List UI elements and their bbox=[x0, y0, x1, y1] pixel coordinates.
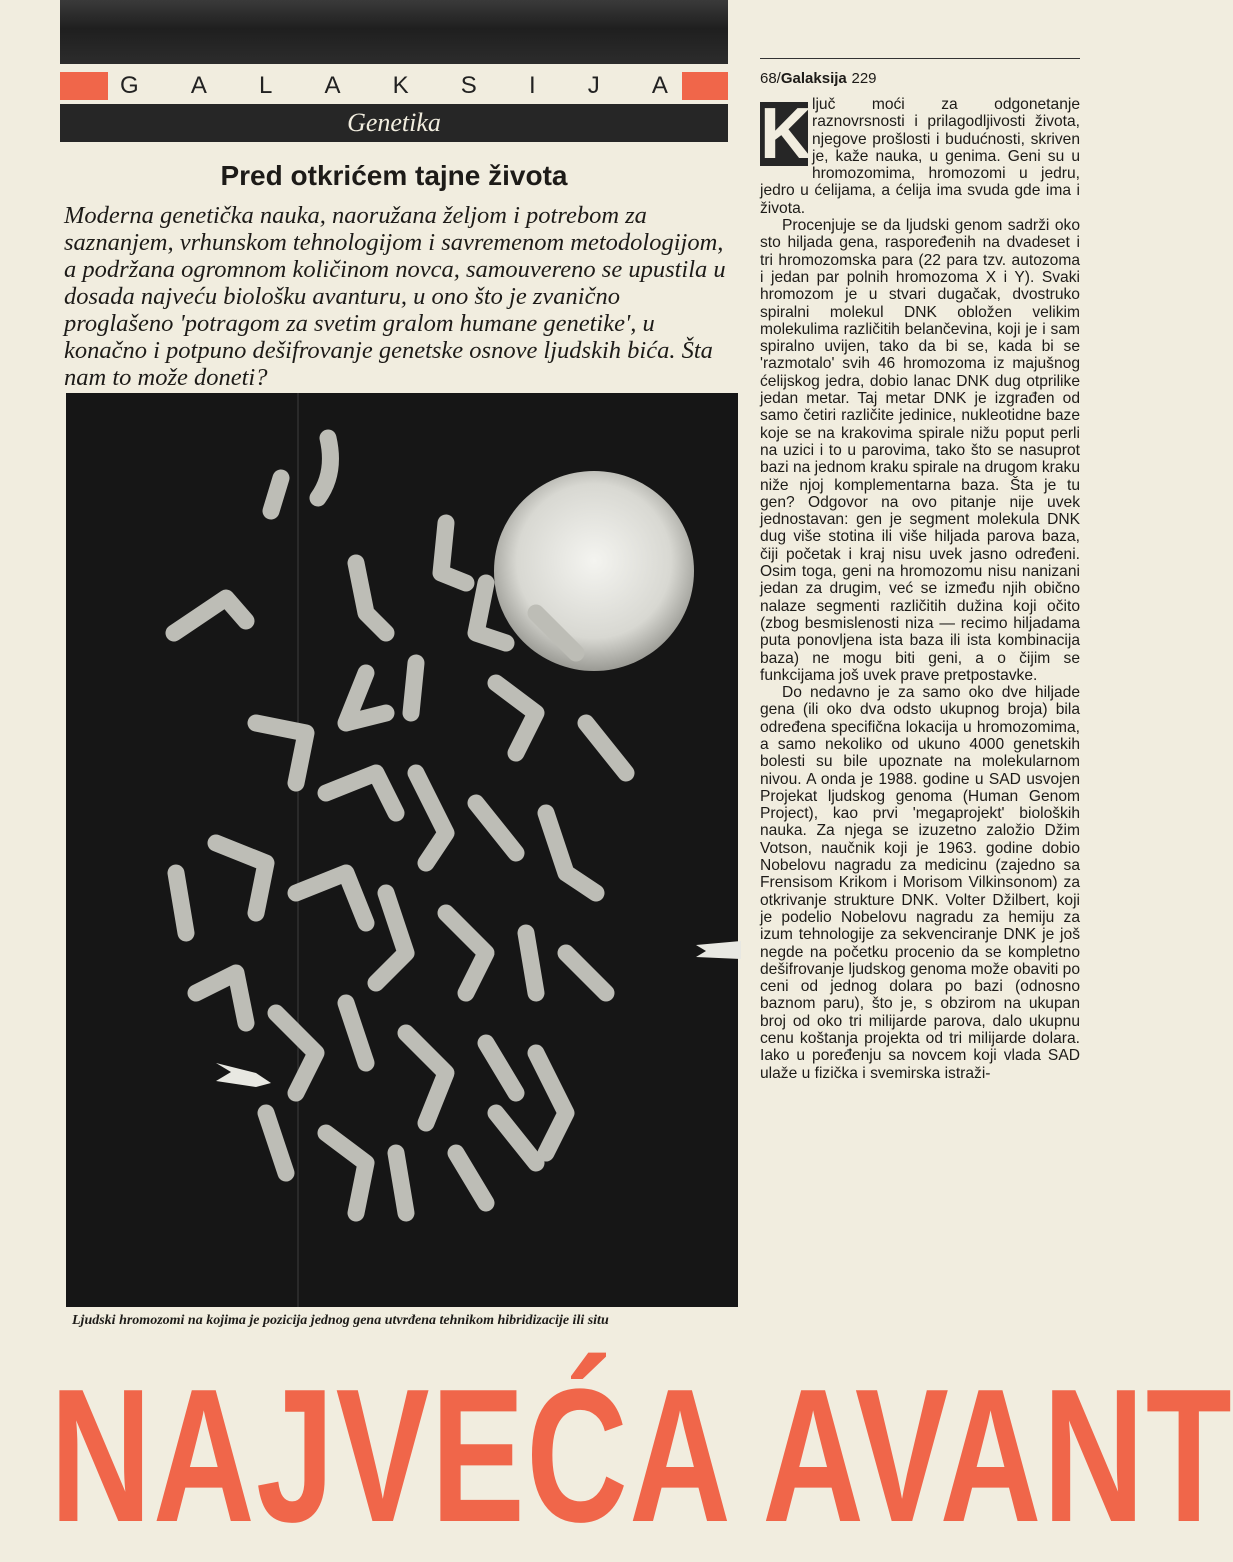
photo-caption: Ljudski hromozomi na kojima je pozicija jednog gena utvrđena tehnikom hibridizacije ili situ bbox=[72, 1313, 609, 1328]
article-headline: Pred otkrićem tajne života bbox=[220, 160, 568, 191]
masthead-letter: K bbox=[392, 72, 409, 99]
masthead-letters bbox=[120, 72, 668, 100]
paragraph: Do nedavno je za samo oko dve hiljade gena (ili oko dva odsto ukupnog broja) bila određena specifična lokacija u hromozomima, a samo nekoliko od ukuno 4000 genetskih bolesti su bile upoznate na molekularnom nivou. A onda je 1988. godine u SAD usvojen Projekat ljudskog genoma (Human Genom Project), kao prvi 'megaprojekt' bioloških nauka. Za njega se izuzetno založio Džim Votson, naučnik koji je 1963. godine dobio Nobelovu nagradu za medicinu (zajedno sa Frensisom Krikom i Morisom Vilkinsonom) za otkrivanje strukture DNK. Volter Džilbert, koji je podelio Nobelovu nagradu za hemiju za izum tehnologije za sekvenciranje DNK je još negde na početku procenio da se kompletno dešifrovanje ljudskog genoma može obaviti po ceni od jednog dolara po bazi (odnosno baznom paru), što je, s obzirom na ukupan broj od oko tri milijarde parova, dalo ukupnu cenu koštanja projekta od tri milijarde dolara. Iako u poređenju sa novcem koji vlada SAD ulaže u fizička i svemirska istraži- bbox=[760, 684, 1080, 1082]
magazine-masthead bbox=[60, 72, 728, 100]
paragraph bbox=[760, 96, 1080, 217]
column-rule bbox=[760, 58, 1080, 59]
cell-nucleus bbox=[494, 471, 694, 671]
page-header bbox=[760, 68, 877, 88]
section-label: Genetika bbox=[60, 104, 728, 142]
masthead-letter: A bbox=[190, 72, 207, 99]
paragraph: Procenjuje se da ljudski genom sadrži oko sto hiljada gena, raspoređenih na dvadeset i tri hromozomska para (22 para tzv. autozoma i jedan par polnih hromozoma X i Y). Svaki hromozom je u stvari dugačak, dvostruko spiralni molekul DNK obložen velikim molekulima različitih belančevina, koji je i sam spiralno uvijen, tako da bi se, kada bi se 'razmotalo' svih 46 hromozoma iz majušnog ćelijskog jedra, dobio lanac DNK dug otprilike jedan metar. Taj metar DNK je izgrađen od samo četiri različite jedinice, nukleotidne baze koje se na krakovima spirale nižu poput perli na uzici i to u parovima, tako što se nasuprot bazi na jednom kraku spirale na drugom kraku niže njoj komplementarna baza. Šta je tu gen? Odgovor na ovo pitanje nije uvek jednostavan: gen je segment molekula DNK dug više stotina ili više hiljada parova baza, čiji početak i kraj nisu uvek jasno određeni. Osim toga, geni na hromozomu nisu nanizani jedan za drugim, već se između njih obično nalaze segmenti različitih dužina koji očito (zbog besmislenosti niza — recimo hiljadama puta ponovljena ista baza ili ista kombinacija baza) ne mogu biti geni, a o čijim se funkcijama još uvek prave pretpostavke. bbox=[760, 217, 1080, 684]
drop-cap: K bbox=[760, 94, 812, 174]
masthead-letter: A bbox=[651, 72, 668, 99]
paragraph-text: ljuč moći za odgonetanje raznovrsnosti i prilagodljivosti života, njegove prošlosti i budućnosti, skriven je, kaže nauka, u genima. Geni su u hromozomima, hromozomi u jedru, jedro u ćelijama, a ćelija ima svuda gde ima i života. bbox=[760, 96, 1080, 217]
masthead-letter: L bbox=[258, 72, 273, 99]
issue-number: 229 bbox=[851, 70, 877, 87]
article-body bbox=[760, 96, 1080, 1082]
accent-block-right bbox=[682, 72, 728, 100]
chromosome-illustration bbox=[66, 393, 738, 1307]
page-number: 68/ bbox=[760, 70, 781, 87]
masthead-letter: A bbox=[324, 72, 341, 99]
chromosome-photo bbox=[66, 393, 738, 1307]
top-photo-strip bbox=[60, 0, 728, 64]
masthead-letter: S bbox=[460, 72, 477, 99]
feature-title: NAJVEĆA AVANT bbox=[50, 1350, 1233, 1562]
masthead-letter: J bbox=[587, 72, 600, 99]
masthead-letter: G bbox=[120, 72, 139, 99]
article-lead: Moderna genetička nauka, naoružana željom i potrebom za saznanjem, vrhunskom tehnologijom i savremenom metodologijom, a podržana ogromnom količinom novca, samouvereno se upustila u dosada najveću biološku avanturu, u ono što je zvanično proglašeno 'potragom za svetim gralom humane genetike', u konačno i potpuno dešifrovanje genetske osnove ljudskih bića. Šta nam to može doneti? bbox=[64, 202, 726, 391]
brand-name: Galaksija bbox=[780, 70, 847, 87]
masthead-letter: I bbox=[528, 72, 536, 99]
accent-block-left bbox=[60, 72, 108, 100]
